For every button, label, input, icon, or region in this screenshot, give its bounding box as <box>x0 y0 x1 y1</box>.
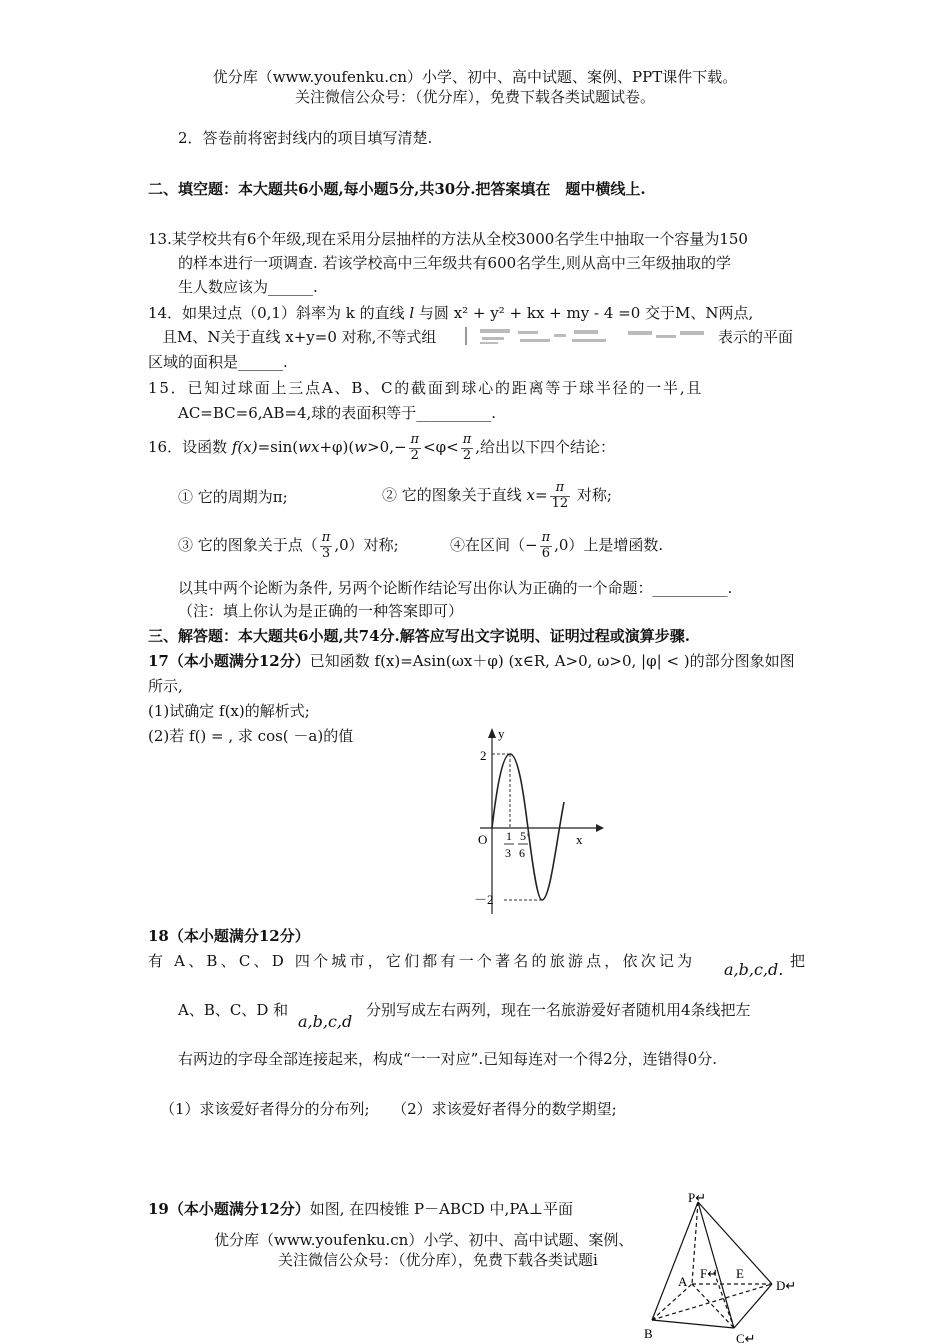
tick-1-den: 3 <box>505 846 511 860</box>
q16-wx: wx <box>298 438 320 456</box>
q19-head: 19（本小题满分12分） <box>148 1200 310 1218</box>
y-max-label: 2 <box>480 748 487 763</box>
label-E: E <box>736 1266 744 1281</box>
q13-line-2: 的样本进行一项调查. 若该学校高中三年级共有600名学生,则从高中三年级抽取的学 <box>178 254 731 272</box>
section-3-title: 三、解答题：本大题共6小题,共74分.解答应写出文字说明、证明过程或演算步骤. <box>148 627 690 645</box>
q16-conclusion-4: ④在区间（− $\frac{\pi}{6}$ ,0）上是增函数. <box>450 530 664 561</box>
pi-over-6: $\frac{\pi}{6}$ <box>541 530 551 561</box>
q16-pre: 16．设函数 <box>148 438 232 456</box>
label-B: B <box>644 1326 653 1341</box>
q18-math-2: a,b,c,d <box>298 1012 353 1031</box>
q19-text: 如图, 在四棱锥 P－ABCD 中,PA⊥平面 <box>309 1200 573 1218</box>
x-axis-label: x <box>576 832 583 847</box>
q17-head: 17（本小题满分12分） <box>148 652 310 670</box>
q18-head: 18（本小题满分12分） <box>148 927 310 945</box>
label-P: P↵ <box>688 1190 707 1205</box>
label-A: A <box>678 1274 688 1289</box>
footer-line-2: 关注微信公众号：（优分库），免费下载各类试题i <box>278 1251 598 1269</box>
y-axis-label: y <box>498 726 505 741</box>
y-min-label: －2 <box>474 892 494 907</box>
q16-mid: =sin( <box>257 438 299 456</box>
pi-over-3: $\frac{\pi}{3}$ <box>321 530 331 561</box>
x-axis-arrow <box>596 824 604 832</box>
neg-pi-over-2: $\frac{\pi}{2}$ <box>410 432 420 463</box>
q16-post: ,给出以下四个结论： <box>475 438 616 456</box>
q16-cond: >0,− <box>367 438 407 456</box>
sine-graph <box>468 724 604 916</box>
q17-part-1: (1)试确定 f(x)的解析式; <box>148 702 310 720</box>
pi-over-12: $\frac{\pi}{12}$ <box>551 480 569 511</box>
q16-tail-2: （注：填上你认为是正确的一种答案即可） <box>178 602 464 620</box>
footer-line-1: 优分库（www.youfenku.cn）小学、初中、高中试题、案例、PPT <box>214 1231 664 1249</box>
q16-w: w <box>354 438 368 456</box>
q16-tail-1: 以其中两个论断为条件, 另两个论断作结论写出你认为正确的一个命题：__________. <box>178 579 733 597</box>
tick-1-num: 1 <box>506 829 512 843</box>
q14-line-2-end: 表示的平面 <box>718 328 794 346</box>
q14-line-3: 区域的面积是______. <box>148 353 288 371</box>
label-C: C↵ <box>736 1331 756 1344</box>
q18-line-1: 有 A、B、C、D 四个城市，它们都有一个著名的旅游点，依次记为 <box>148 952 696 970</box>
sine-curve <box>492 754 564 900</box>
q14-line-2: 且M、N关于直线 x+y=0 对称,不等式组 <box>162 328 437 346</box>
q16-lt: <φ< <box>423 438 459 456</box>
q18-line-4: （1）求该爱好者得分的分布列; （2）求该爱好者得分的数学期望; <box>160 1100 617 1118</box>
q19-line-1 <box>148 1198 573 1219</box>
q18-line-2b: 分别写成左右两列，现在一名旅游爱好者随机用4条线把左 <box>366 1001 751 1019</box>
q18-math-1: a,b,c,d. <box>724 960 784 979</box>
pyramid-figure <box>630 1188 800 1344</box>
section-2-title: 二、填空题：本大题共6小题,每小题5分,共30分.把答案填在 题中横线上. <box>148 180 646 198</box>
q14-line-1 <box>148 302 753 323</box>
pi-over-2: $\frac{\pi}{2}$ <box>462 432 472 463</box>
q16-conclusion-2: ② 它的图象关于直线 x= $\frac{\pi}{12}$ 对称; <box>382 480 612 511</box>
q17-line-2: 所示, <box>148 677 183 695</box>
q13-line-1: 13.某学校共有6个年级,现在采用分层抽样的方法从全校3000名学生中抽取一个容量为150 <box>148 230 748 248</box>
q14-line-l: l <box>409 304 415 322</box>
q16-fx: f(x) <box>231 438 258 456</box>
q17-text: 已知函数 f(x)=Asin(ωx＋φ) (x∈R, A>0, ω>0, |φ| < )的部分图象如图 <box>309 652 795 670</box>
label-F: F↵ <box>700 1266 719 1281</box>
label-D: D↵ <box>776 1278 797 1293</box>
origin-label: O <box>478 832 488 847</box>
q17-line-1 <box>148 650 795 671</box>
q18-line-1-end: 把 <box>790 952 806 970</box>
q16-phi: +φ)( <box>319 438 355 456</box>
tick-2-den: 6 <box>519 846 525 860</box>
q16-line-1 <box>148 428 615 466</box>
q16-conclusion-3: ③ 它的图象关于点（ $\frac{\pi}{3}$ ,0）对称; <box>178 530 399 561</box>
tick-2-num: 5 <box>520 829 526 843</box>
header-line-1: 优分库（www.youfenku.cn）小学、初中、高中试题、案例、PPT课件下载。 <box>212 68 738 86</box>
q13-line-3: 生人数应该为______. <box>178 278 318 296</box>
q15-line-1: 15．已知过球面上三点A、B、C的截面到球心的距离等于球半径的一半,且 <box>148 379 704 397</box>
q16-conclusion-1: ① 它的周期为π; <box>178 488 288 506</box>
inequality-system-image <box>462 325 714 347</box>
q14-text-a: 14．如果过点（0,1）斜率为 k 的直线 <box>148 304 410 322</box>
header-line-2: 关注微信公众号：（优分库），免费下载各类试题试卷。 <box>294 88 655 106</box>
q17-part-2: (2)若 f() = , 求 cos( －a)的值 <box>148 727 354 745</box>
q18-line-3: 右两边的字母全部连接起来，构成“一一对应”.已知每连对一个得2分，连错得0分. <box>178 1050 717 1068</box>
q15-line-2: AC=BC=6,AB=4,球的表面积等于__________. <box>178 404 497 422</box>
y-axis-arrow <box>488 728 496 738</box>
instruction-note-2: 2．答卷前将密封线内的项目填写清楚. <box>178 129 433 147</box>
q14-text-c: 与圆 x² + y² + kx + my - 4 =0 交于M、N两点, <box>414 304 754 322</box>
q18-line-2a: A、B、C、D 和 <box>178 1001 289 1019</box>
